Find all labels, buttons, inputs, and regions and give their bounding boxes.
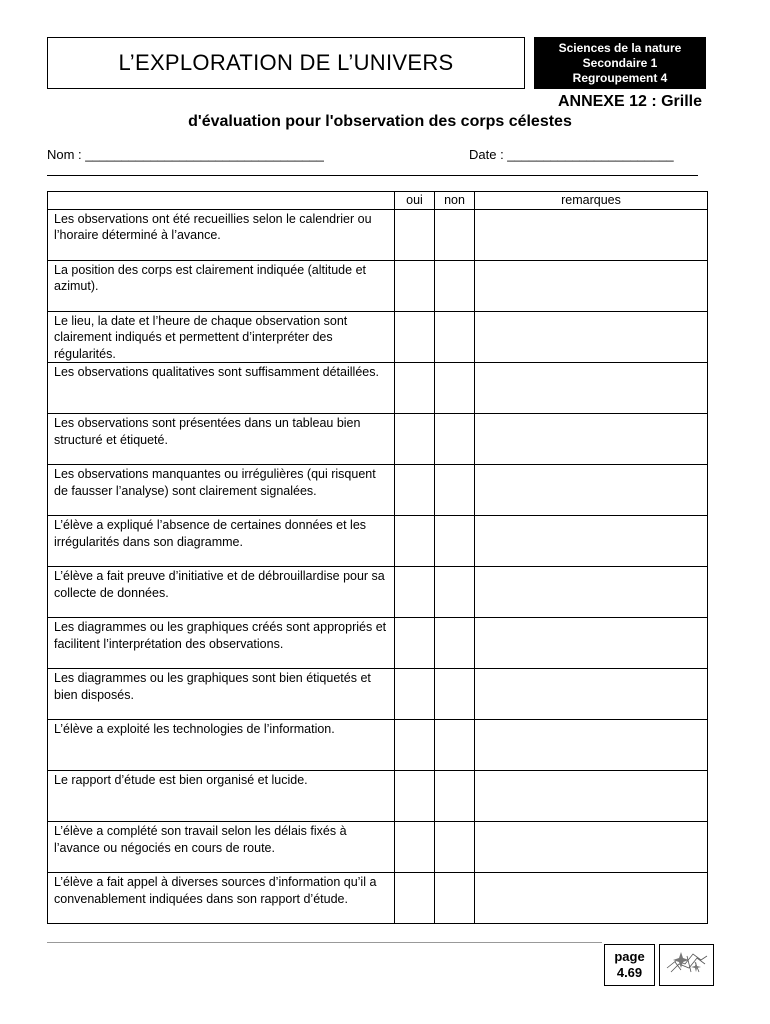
- remarques-cell[interactable]: [475, 873, 708, 924]
- table-row: [48, 414, 708, 465]
- non-checkbox-cell[interactable]: [435, 363, 475, 414]
- oui-checkbox-cell[interactable]: [395, 669, 435, 720]
- oui-checkbox-cell[interactable]: [395, 771, 435, 822]
- oui-column-header: oui: [395, 192, 435, 210]
- table-row: [48, 873, 708, 924]
- criterion-text: L’élève a exploité les technologies de l’information.: [48, 720, 395, 771]
- criterion-text: Les diagrammes ou les graphiques créés sont appropriés et facilitent l’interprétation des observations.: [48, 618, 395, 669]
- non-checkbox-cell[interactable]: [435, 873, 475, 924]
- table-row: [48, 516, 708, 567]
- criterion-text: La position des corps est clairement indiquée (altitude et azimut).: [48, 260, 395, 311]
- non-checkbox-cell[interactable]: [435, 260, 475, 311]
- table-row: [48, 465, 708, 516]
- header-divider: [47, 175, 698, 176]
- criterion-text: Les observations sont présentées dans un tableau bien structuré et étiqueté.: [48, 414, 395, 465]
- remarques-cell[interactable]: [475, 516, 708, 567]
- remarques-cell[interactable]: [475, 618, 708, 669]
- remarques-cell[interactable]: [475, 414, 708, 465]
- remarques-cell[interactable]: [475, 771, 708, 822]
- table-row: [48, 720, 708, 771]
- course-badge: [534, 37, 706, 89]
- non-checkbox-cell[interactable]: [435, 771, 475, 822]
- oui-checkbox-cell[interactable]: [395, 465, 435, 516]
- remarques-cell[interactable]: [475, 720, 708, 771]
- oui-checkbox-cell[interactable]: [395, 363, 435, 414]
- name-field[interactable]: Nom : _________________________________: [47, 147, 324, 162]
- table-row: [48, 618, 708, 669]
- oui-checkbox-cell[interactable]: [395, 720, 435, 771]
- oui-checkbox-cell[interactable]: [395, 311, 435, 363]
- non-checkbox-cell[interactable]: [435, 209, 475, 260]
- oui-checkbox-cell[interactable]: [395, 209, 435, 260]
- criterion-text: Les diagrammes ou les graphiques sont bien étiquetés et bien disposés.: [48, 669, 395, 720]
- remarques-column-header: remarques: [475, 192, 708, 210]
- remarques-cell[interactable]: [475, 465, 708, 516]
- badge-line-subject: Sciences de la nature: [558, 40, 682, 55]
- criterion-text: L’élève a expliqué l’absence de certaines données et les irrégularités dans son diagramme.: [48, 516, 395, 567]
- page-number-box: [604, 944, 655, 986]
- non-checkbox-cell[interactable]: [435, 516, 475, 567]
- non-checkbox-cell[interactable]: [435, 618, 475, 669]
- criterion-text: L’élève a complété son travail selon les délais fixés à l’avance ou négociés en cours de route.: [48, 822, 395, 873]
- table-row: [48, 771, 708, 822]
- table-row: [48, 669, 708, 720]
- non-checkbox-cell[interactable]: [435, 669, 475, 720]
- document-title-text: L’EXPLORATION DE L’UNIVERS: [118, 50, 454, 75]
- table-row: [48, 209, 708, 260]
- grid-header-row: [48, 192, 708, 210]
- criterion-text: Le lieu, la date et l’heure de chaque observation sont clairement indiqués et permettent d’interpréter des régularités.: [48, 311, 395, 363]
- remarques-cell[interactable]: [475, 567, 708, 618]
- table-row: [48, 260, 708, 311]
- criterion-text: Les observations qualitatives sont suffisamment détaillées.: [48, 363, 395, 414]
- non-column-header: non: [435, 192, 475, 210]
- page-label: page: [614, 949, 645, 964]
- table-row: [48, 311, 708, 363]
- oui-checkbox-cell[interactable]: [395, 567, 435, 618]
- grid-subtitle: d'évaluation pour l'observation des corps célestes: [188, 113, 572, 130]
- criterion-text: Les observations ont été recueillies selon le calendrier ou l’horaire déterminé à l’avance.: [48, 209, 395, 260]
- table-row: [48, 567, 708, 618]
- date-field[interactable]: Date : _______________________: [469, 147, 674, 162]
- remarques-cell[interactable]: [475, 311, 708, 363]
- criteria-column-header: [48, 192, 395, 210]
- remarques-cell[interactable]: [475, 209, 708, 260]
- non-checkbox-cell[interactable]: [435, 414, 475, 465]
- criterion-text: L’élève a fait preuve d’initiative et de débrouillardise pour sa collecte de données.: [48, 567, 395, 618]
- logo-box: [659, 944, 714, 986]
- remarques-cell[interactable]: [475, 363, 708, 414]
- oui-checkbox-cell[interactable]: [395, 414, 435, 465]
- badge-line-unit: Regroupement 4: [572, 70, 668, 85]
- footer-divider: [47, 942, 602, 943]
- badge-line-level: Secondaire 1: [582, 55, 658, 70]
- criterion-text: L’élève a fait appel à diverses sources d’information qu’il a convenablement indiquées dans son rapport d’étude.: [48, 873, 395, 924]
- evaluation-grid: [47, 191, 708, 924]
- remarques-cell[interactable]: [475, 260, 708, 311]
- table-row: [48, 822, 708, 873]
- oui-checkbox-cell[interactable]: [395, 260, 435, 311]
- table-row: [48, 363, 708, 414]
- oui-checkbox-cell[interactable]: [395, 618, 435, 669]
- document-title: [47, 37, 525, 89]
- oui-checkbox-cell[interactable]: [395, 873, 435, 924]
- page-number: 4.69: [616, 965, 643, 980]
- non-checkbox-cell[interactable]: [435, 311, 475, 363]
- criterion-text: Les observations manquantes ou irrégulières (qui risquent de fausser l’analyse) sont clairement signalées.: [48, 465, 395, 516]
- non-checkbox-cell[interactable]: [435, 567, 475, 618]
- criterion-text: Le rapport d’étude est bien organisé et lucide.: [48, 771, 395, 822]
- remarques-cell[interactable]: [475, 822, 708, 873]
- remarques-cell[interactable]: [475, 669, 708, 720]
- non-checkbox-cell[interactable]: [435, 822, 475, 873]
- sparkle-logo-icon: [663, 946, 711, 985]
- oui-checkbox-cell[interactable]: [395, 822, 435, 873]
- oui-checkbox-cell[interactable]: [395, 516, 435, 567]
- annexe-heading: ANNEXE 12 : Grille: [557, 93, 702, 110]
- non-checkbox-cell[interactable]: [435, 465, 475, 516]
- non-checkbox-cell[interactable]: [435, 720, 475, 771]
